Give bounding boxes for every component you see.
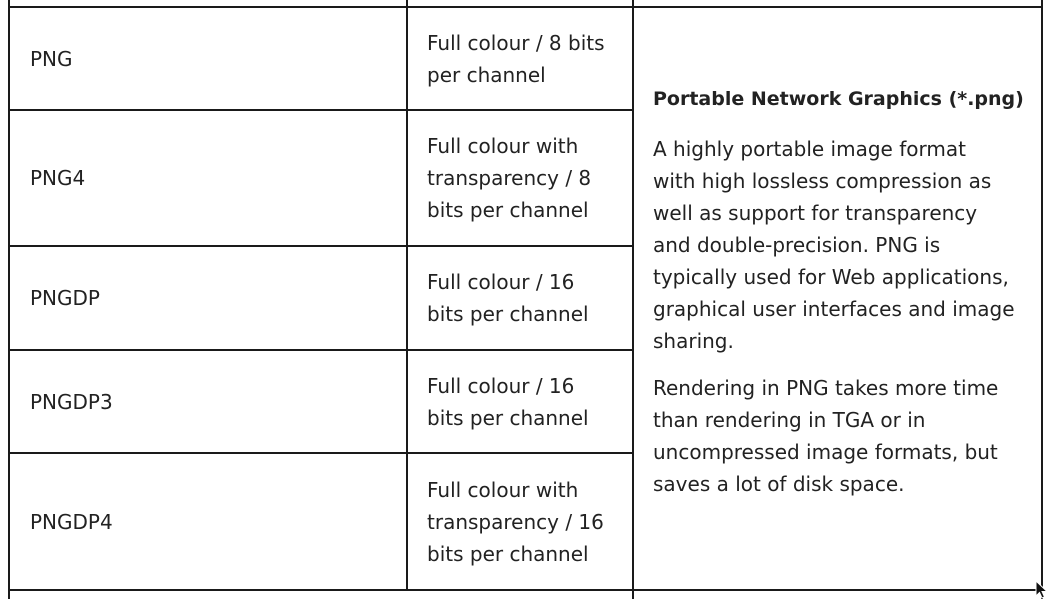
row-divider: [8, 589, 1043, 591]
paragraph-line: typically used for Web applications,: [653, 265, 1009, 289]
column-divider: [406, 7, 408, 591]
format-description-line: bits per channel: [427, 405, 589, 430]
format-description-line: per channel: [427, 62, 546, 87]
format-name: [30, 111, 400, 245]
paragraph-line: A highly portable image format: [653, 137, 966, 161]
paragraph-line: and double-precision. PNG is: [653, 233, 941, 257]
format-name-text: PNG4: [30, 166, 86, 190]
format-name-text: PNG: [30, 46, 73, 71]
paragraph-line: well as support for transparency: [653, 201, 978, 225]
format-description: [427, 111, 627, 245]
format-name: [30, 454, 400, 589]
format-info-paragraph: [653, 133, 1033, 357]
paragraph-line: Rendering in PNG takes more time: [653, 376, 999, 400]
format-description: [427, 247, 627, 349]
paragraph-line: than rendering in TGA or in: [653, 408, 926, 432]
format-name-text: PNGDP3: [30, 389, 113, 414]
format-name: [30, 8, 400, 109]
format-description-line: transparency / 8: [427, 166, 592, 190]
mouse-pointer-icon: [1035, 580, 1049, 603]
format-description: [427, 454, 627, 589]
table-left-border: [8, 0, 10, 599]
format-name-text: PNGDP4: [30, 509, 113, 534]
format-description-line: Full colour / 16: [427, 373, 575, 398]
format-description: [427, 8, 627, 109]
paragraph-line: saves a lot of disk space.: [653, 472, 905, 496]
format-description-line: transparency / 16: [427, 509, 604, 534]
format-name: [30, 247, 400, 349]
table-right-border: [1041, 0, 1043, 599]
paragraph-line: with high lossless compression as: [653, 169, 992, 193]
format-name-text: PNGDP: [30, 286, 100, 310]
column-divider: [632, 0, 634, 599]
format-name: [30, 351, 400, 452]
format-description: [427, 351, 627, 452]
paragraph-line: sharing.: [653, 329, 734, 353]
format-description-line: bits per channel: [427, 302, 589, 326]
format-info: [653, 85, 1033, 515]
format-description-line: bits per channel: [427, 198, 589, 222]
format-info-paragraph: [653, 372, 1033, 500]
format-description-line: bits per channel: [427, 541, 589, 566]
format-description-line: Full colour / 16: [427, 270, 575, 294]
format-description-line: Full colour / 8 bits: [427, 30, 605, 55]
format-description-line: Full colour with: [427, 477, 579, 502]
format-description-line: Full colour with: [427, 134, 579, 158]
paragraph-line: graphical user interfaces and image: [653, 297, 1015, 321]
format-info-title: Portable Network Graphics (*.png): [653, 88, 1024, 110]
paragraph-line: uncompressed image formats, but: [653, 440, 998, 464]
